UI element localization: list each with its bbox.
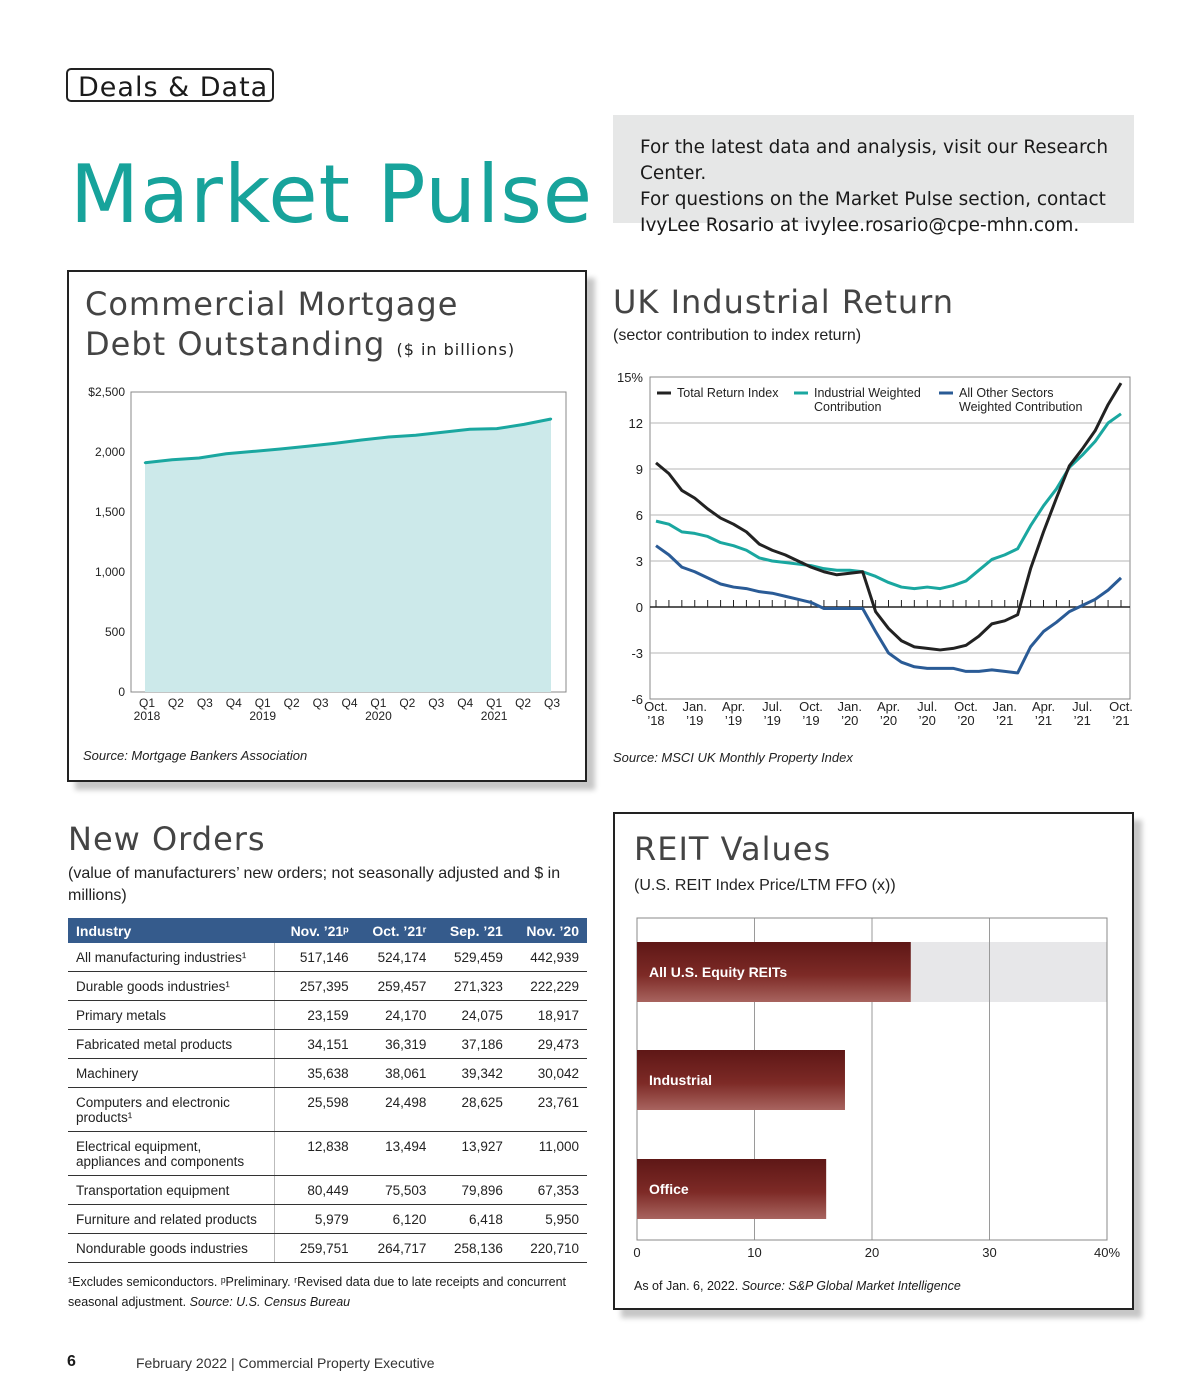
industry-cell: Machinery — [68, 1059, 275, 1088]
x-tick-label: Oct. ’21 — [1109, 699, 1133, 728]
value-cell: 264,717 — [357, 1234, 435, 1263]
x-tick-label: Q4 — [225, 696, 242, 710]
industry-cell: Furniture and related products — [68, 1205, 275, 1234]
x-tick-label: 20 — [864, 1245, 880, 1260]
table-row — [68, 1205, 587, 1234]
data-point — [306, 445, 308, 447]
area-fill — [145, 419, 551, 692]
y-tick-label: 1,500 — [94, 505, 125, 519]
data-point — [442, 431, 444, 433]
legend-label: Industrial Weighted Contribution — [814, 386, 921, 414]
reit-source — [634, 1279, 961, 1293]
value-cell: 24,498 — [357, 1088, 435, 1132]
x-tick-label: Oct. ’19 — [799, 699, 823, 728]
x-tick-label: Q2 — [167, 696, 184, 710]
data-point — [496, 427, 498, 429]
y-tick-label: 15% — [616, 370, 643, 385]
data-point — [333, 442, 335, 444]
x-year-label: 2020 — [365, 709, 392, 723]
x-year-label: 2021 — [480, 709, 508, 723]
x-year-label: 2018 — [133, 709, 161, 723]
info-line-2: For questions on the Market Pulse section, contact — [640, 189, 1106, 210]
table-row — [68, 1059, 587, 1088]
mortgage-subtitle: ($ in billions) — [396, 340, 516, 359]
data-point — [198, 457, 200, 459]
legend-label: Total Return Index — [677, 386, 779, 400]
bar-label: Office — [649, 1181, 689, 1197]
mortgage-title-line-2: Debt Outstanding — [85, 325, 386, 363]
table-row — [68, 1234, 587, 1263]
x-tick-label: Q2 — [399, 696, 416, 710]
x-tick-label: Q1 — [486, 696, 503, 710]
x-tick-label: Jul. ’21 — [1072, 699, 1093, 728]
reit-chart — [615, 814, 1132, 1308]
value-cell: 29,473 — [511, 1030, 587, 1059]
value-cell: 80,449 — [275, 1176, 357, 1205]
value-cell: 39,342 — [434, 1059, 510, 1088]
data-point — [414, 434, 416, 436]
value-cell: 517,146 — [275, 943, 357, 972]
x-tick-label: Q1 — [138, 696, 156, 710]
x-tick-label: Q3 — [543, 696, 561, 710]
reit-source-date: As of Jan. 6, 2022. — [634, 1279, 742, 1293]
value-cell: 257,395 — [275, 972, 357, 1001]
orders-title: New Orders — [68, 820, 266, 858]
x-tick-label: Q2 — [283, 696, 300, 710]
column-header: Sep. ’21 — [434, 918, 510, 943]
value-cell: 36,319 — [357, 1030, 435, 1059]
value-cell: 13,494 — [357, 1132, 435, 1176]
y-tick-label: -3 — [631, 646, 643, 661]
industry-cell: Durable goods industries¹ — [68, 972, 275, 1001]
value-cell: 12,838 — [275, 1132, 357, 1176]
uk-chart — [595, 360, 1155, 740]
value-cell: 35,638 — [275, 1059, 357, 1088]
x-tick-label: Q3 — [196, 696, 213, 710]
y-tick-label: 0 — [118, 685, 125, 699]
x-tick-label: Q4 — [341, 696, 358, 710]
data-point — [387, 436, 389, 438]
x-tick-label: Jan. ’21 — [992, 699, 1018, 728]
industry-cell: Transportation equipment — [68, 1176, 275, 1205]
value-cell: 79,896 — [434, 1176, 510, 1205]
series-line — [656, 414, 1121, 589]
y-tick-label: 2,000 — [94, 445, 125, 459]
value-cell: 5,979 — [275, 1205, 357, 1234]
value-cell: 38,061 — [357, 1059, 435, 1088]
x-year-label: 2019 — [249, 709, 277, 723]
orders-table — [68, 918, 587, 1263]
page-title: Market Pulse — [70, 148, 594, 241]
value-cell: 5,950 — [511, 1205, 587, 1234]
table-header-row — [68, 918, 587, 943]
value-cell: 11,000 — [511, 1132, 587, 1176]
info-box — [613, 115, 1134, 236]
x-tick-label: Q2 — [515, 696, 532, 710]
footer-issue: February 2022 | Commercial Property Executive — [136, 1355, 435, 1371]
data-point — [252, 450, 254, 452]
value-cell: 25,598 — [275, 1088, 357, 1132]
y-tick-label: $2,500 — [88, 385, 125, 399]
value-cell: 259,751 — [275, 1234, 357, 1263]
value-cell: 67,353 — [511, 1176, 587, 1205]
industry-cell: Electrical equipment, appliances and components — [68, 1132, 275, 1176]
y-tick-label: 0 — [635, 600, 643, 615]
mortgage-title-line-1: Commercial Mortgage — [85, 285, 459, 323]
value-cell: 13,927 — [434, 1132, 510, 1176]
x-tick-label: 30 — [982, 1245, 997, 1260]
y-tick-label: 3 — [635, 554, 643, 569]
info-line-1: For the latest data and analysis, visit our Research Center. — [640, 137, 1109, 184]
x-tick-label: Apr. ’20 — [876, 699, 901, 728]
value-cell: 222,229 — [511, 972, 587, 1001]
bar-label: Industrial — [649, 1072, 713, 1088]
value-cell: 258,136 — [434, 1234, 510, 1263]
column-header: Nov. ’21ᵖ — [275, 918, 357, 943]
industry-cell: Primary metals — [68, 1001, 275, 1030]
table-row — [68, 1132, 587, 1176]
table-row — [68, 1030, 587, 1059]
orders-footnote — [68, 1272, 578, 1312]
x-tick-label: Jan. ’19 — [682, 699, 708, 728]
data-point — [550, 418, 552, 420]
column-header: Industry — [68, 918, 275, 943]
mortgage-source: Source: Mortgage Bankers Association — [83, 748, 308, 763]
value-cell: 23,159 — [275, 1001, 357, 1030]
value-cell: 28,625 — [434, 1088, 510, 1132]
value-cell: 37,186 — [434, 1030, 510, 1059]
reit-title: REIT Values — [634, 830, 832, 868]
uk-subtitle: (sector contribution to index return) — [613, 327, 862, 344]
value-cell: 271,323 — [434, 972, 510, 1001]
industry-cell: Fabricated metal products — [68, 1030, 275, 1059]
reit-source-text: Source: S&P Global Market Intelligence — [741, 1279, 961, 1293]
y-tick-label: 9 — [635, 462, 643, 477]
uk-source: Source: MSCI UK Monthly Property Index — [613, 750, 853, 765]
data-point — [144, 462, 146, 464]
column-header: Oct. ’21ʳ — [357, 918, 435, 943]
value-cell: 442,939 — [511, 943, 587, 972]
bar-label: All U.S. Equity REITs — [649, 964, 788, 980]
section-tag-label: Deals & Data — [78, 72, 269, 103]
data-point — [360, 439, 362, 441]
reit-panel — [613, 812, 1134, 1310]
data-point — [225, 453, 227, 455]
x-tick-label: Jan. ’20 — [837, 699, 863, 728]
table-row — [68, 972, 587, 1001]
plot-frame — [650, 377, 1130, 699]
data-point — [469, 428, 471, 430]
value-cell: 75,503 — [357, 1176, 435, 1205]
value-cell: 30,042 — [511, 1059, 587, 1088]
table-body — [68, 943, 587, 1263]
table-row — [68, 1088, 587, 1132]
table-row — [68, 943, 587, 972]
value-cell: 529,459 — [434, 943, 510, 972]
section-tag — [66, 68, 274, 102]
reit-subtitle: (U.S. REIT Index Price/LTM FFO (x)) — [634, 877, 896, 894]
series-line — [656, 546, 1121, 673]
x-tick-label: Apr. ’19 — [721, 699, 746, 728]
column-header: Nov. ’20 — [511, 918, 587, 943]
x-tick-label: 10 — [747, 1245, 762, 1260]
y-tick-label: 1,000 — [94, 565, 125, 579]
value-cell: 259,457 — [357, 972, 435, 1001]
uk-title: UK Industrial Return — [613, 283, 955, 321]
x-tick-label: Oct. ’20 — [954, 699, 978, 728]
table-row — [68, 1176, 587, 1205]
value-cell: 6,418 — [434, 1205, 510, 1234]
x-tick-label: 40% — [1093, 1245, 1121, 1260]
orders-subtitle: (value of manufacturers’ new orders; not seasonally adjusted and $ in millions) — [68, 865, 561, 904]
data-point — [171, 459, 173, 461]
value-cell: 24,170 — [357, 1001, 435, 1030]
value-cell: 18,917 — [511, 1001, 587, 1030]
value-cell: 524,174 — [357, 943, 435, 972]
data-point — [523, 423, 525, 425]
x-tick-label: Jul. ’19 — [762, 699, 783, 728]
x-tick-label: Oct. ’18 — [644, 699, 668, 728]
table-row — [68, 1001, 587, 1030]
orders-footnote-source: Source: U.S. Census Bureau — [189, 1295, 351, 1309]
x-tick-label: 0 — [633, 1245, 641, 1260]
x-tick-label: Apr. ’21 — [1031, 699, 1056, 728]
legend-label: All Other Sectors Weighted Contribution — [959, 386, 1083, 414]
industry-cell: Computers and electronic products¹ — [68, 1088, 275, 1132]
y-tick-label: 500 — [104, 625, 125, 639]
x-tick-label: Q3 — [428, 696, 445, 710]
orders-footnote-text: ¹Excludes semiconductors. ᵖPreliminary. ʳRevised data due to late receipts and concurrent seasonal adjustment. — [68, 1275, 567, 1309]
data-point — [279, 448, 281, 450]
x-tick-label: Q4 — [457, 696, 474, 710]
mortgage-panel — [67, 270, 587, 782]
page-number: 6 — [67, 1353, 76, 1370]
x-tick-label: Q1 — [370, 696, 387, 710]
y-tick-label: 12 — [628, 416, 643, 431]
mortgage-chart — [69, 272, 585, 780]
value-cell: 34,151 — [275, 1030, 357, 1059]
industry-cell: All manufacturing industries¹ — [68, 943, 275, 972]
x-tick-label: Q1 — [254, 696, 271, 710]
info-line-3: IvyLee Rosario at ivylee.rosario@cpe-mhn.com. — [640, 215, 1080, 236]
industry-cell: Nondurable goods industries — [68, 1234, 275, 1263]
x-tick-label: Jul. ’20 — [917, 699, 938, 728]
value-cell: 24,075 — [434, 1001, 510, 1030]
x-tick-label: Q3 — [312, 696, 329, 710]
y-tick-label: -6 — [631, 692, 643, 707]
y-tick-label: 6 — [635, 508, 643, 523]
value-cell: 23,761 — [511, 1088, 587, 1132]
value-cell: 6,120 — [357, 1205, 435, 1234]
value-cell: 220,710 — [511, 1234, 587, 1263]
